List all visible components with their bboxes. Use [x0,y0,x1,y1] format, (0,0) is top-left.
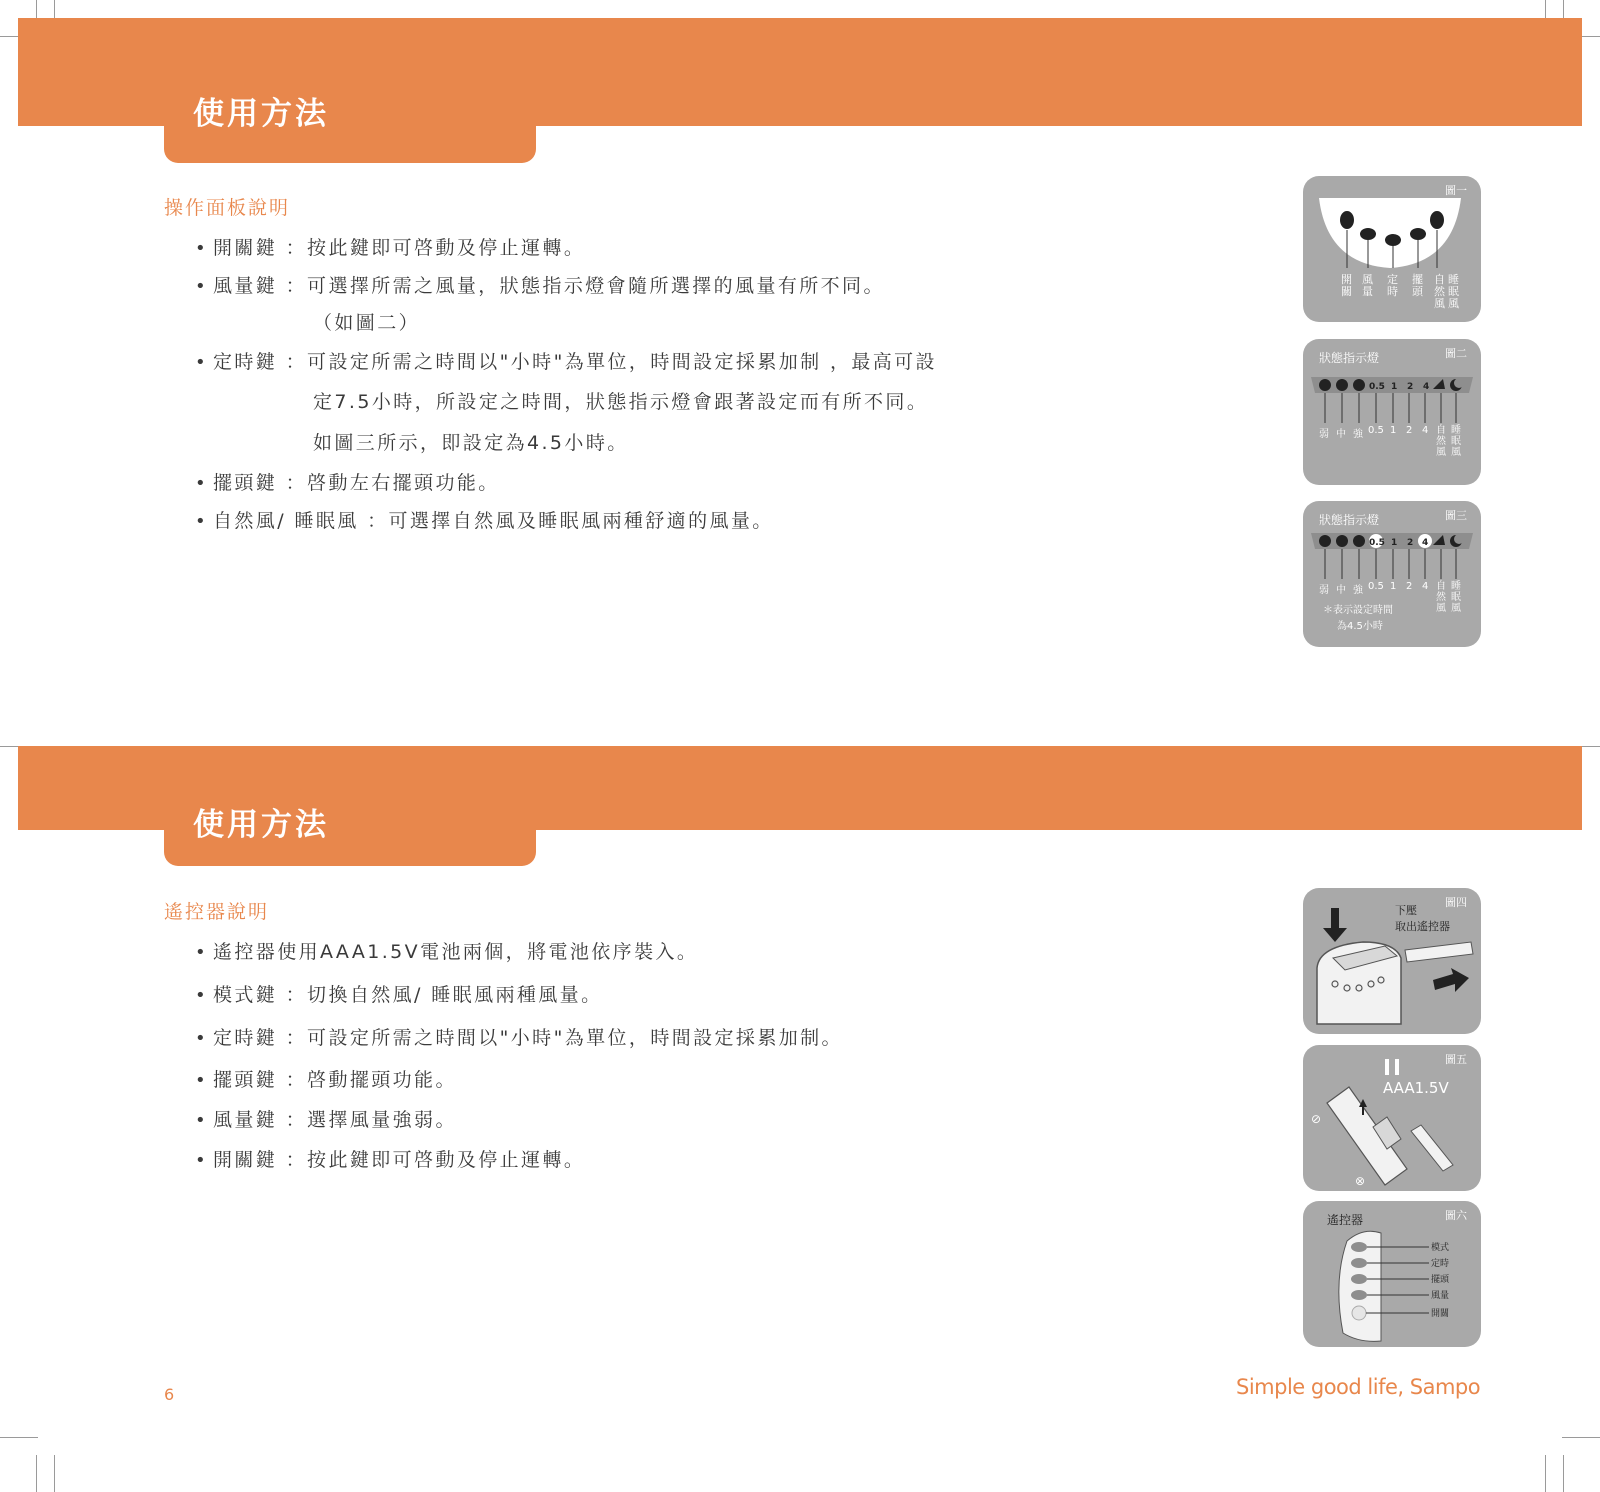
figure-header: 遙控器 [1327,1213,1364,1227]
indicator-label-sleep: 睡眠風 [1451,581,1461,614]
indicator-label-mid: 中 [1336,429,1346,440]
button-label-swing: 擺頭 [1431,1275,1450,1285]
figure-label: 圖六 [1445,1209,1467,1222]
page-number: 6 [164,1385,175,1404]
indicator-label-2: 2 [1406,581,1413,592]
indicator-label-2: 2 [1406,425,1413,436]
indicator-label-natural: 自然風 [1436,581,1446,614]
caption-timer: 定時 [1387,273,1398,298]
figure-note: ＊表示設定時間 [1323,605,1393,616]
svg-text:⊗: ⊗ [1355,1174,1366,1188]
figure-2-panel [1303,339,1481,485]
indicator-label-low: 弱 [1319,585,1329,596]
svg-text:4: 4 [1422,538,1429,548]
crop-mark [1545,1455,1546,1492]
list-item: • 定時鍵 ：可設定所需之時間以"小時"為單位，時間設定採累加制。 [195,1027,843,1049]
indicator-label-high: 強 [1353,585,1363,596]
figure-3-panel [1303,501,1481,647]
list-item: • 開關鍵 ：按此鍵即可啓動及停止運轉。 [195,1149,586,1171]
brand-tagline: Simple good life, Sampo [1236,1375,1481,1399]
figure-6-panel [1303,1201,1481,1347]
indicator-label-mid: 中 [1336,585,1346,596]
indicator-label-4: 4 [1422,581,1429,592]
list-item: • 遙控器使用AAA1.5V電池兩個，將電池依序裝入。 [195,941,699,963]
button-label-speed: 風量 [1431,1291,1450,1301]
crop-mark [1562,1437,1600,1438]
crop-mark [0,1437,38,1438]
indicator-label-1: 1 [1390,581,1397,592]
figure-caption: 取出遙控器 [1395,920,1450,933]
subheading-control-panel: 操作面板說明 [164,197,291,219]
figure-label: 圖四 [1445,896,1467,909]
figure-note: 為4.5小時 [1337,621,1383,632]
figure-4-panel [1303,888,1481,1034]
subheading-remote-control: 遙控器說明 [164,901,270,923]
figure-header: 狀態指示燈 [1319,513,1380,527]
list-item: • 擺頭鍵 ：啓動擺頭功能。 [195,1069,457,1091]
svg-text:4: 4 [1423,382,1430,392]
caption-sleep-wind: 睡眠風 [1448,273,1459,310]
indicator-label-natural: 自然風 [1436,425,1446,458]
crop-mark [1563,1455,1564,1492]
indicator-label-sleep: 睡眠風 [1451,425,1461,458]
svg-text:1: 1 [1391,382,1398,392]
figure-header: 狀態指示燈 [1319,351,1380,365]
list-item-continuation: （如圖二） [313,312,421,334]
svg-text:⊘: ⊘ [1311,1112,1322,1126]
list-item: • 自然風/ 睡眠風 ：可選擇自然風及睡眠風兩種舒適的風量。 [195,510,774,532]
figure-caption: 下壓 [1395,904,1417,917]
svg-text:0.5: 0.5 [1369,382,1385,392]
indicator-label-1: 1 [1390,425,1397,436]
figure-label: 圖一 [1445,184,1467,197]
indicator-label-0-5: 0.5 [1368,425,1384,436]
button-label-mode: 模式 [1431,1243,1450,1253]
caption-speed: 風量 [1362,273,1373,298]
indicator-label-high: 強 [1353,429,1363,440]
crop-mark [54,1455,55,1492]
figure-label: 圖二 [1445,347,1467,360]
list-item: • 定時鍵 ：可設定所需之時間以"小時"為單位，時間設定採累加制 ，最高可設 [195,351,937,373]
caption-swing: 擺頭 [1412,273,1423,298]
list-item: • 模式鍵 ：切換自然風/ 睡眠風兩種風量。 [195,984,603,1006]
list-item: • 擺頭鍵 ：啓動左右擺頭功能。 [195,472,500,494]
svg-text:1: 1 [1391,538,1398,548]
figure-5-panel [1303,1045,1481,1191]
list-item: • 風量鍵 ：可選擇所需之風量，狀態指示燈會隨所選擇的風量有所不同。 [195,275,885,297]
figure-label: 圖五 [1445,1053,1467,1066]
list-item-continuation: 定7.5小時，所設定之時間，狀態指示燈會跟著設定而有所不同。 [313,391,929,413]
section-title: 使用方法 [193,96,329,132]
button-label-power: 開關 [1431,1309,1450,1319]
section-title: 使用方法 [193,807,329,843]
indicator-label-4: 4 [1422,425,1429,436]
figure-label: 圖三 [1445,509,1467,522]
figure-1-panel [1303,176,1481,322]
caption-power: 開關 [1341,273,1352,298]
caption-natural-wind: 自然風 [1434,273,1445,310]
button-label-timer: 定時 [1431,1259,1450,1269]
indicator-label-0-5: 0.5 [1368,581,1384,592]
indicator-label-low: 弱 [1319,429,1329,440]
svg-text:2: 2 [1407,382,1414,392]
list-item: • 風量鍵 ：選擇風量強弱。 [195,1109,457,1131]
list-item-continuation: 如圖三所示，即設定為4.5小時。 [313,432,629,454]
svg-text:2: 2 [1407,538,1414,548]
crop-mark [36,1455,37,1492]
list-item: • 開關鍵 ：按此鍵即可啓動及停止運轉。 [195,237,586,259]
svg-text:0.5: 0.5 [1369,538,1385,548]
battery-type-label: AAA1.5V [1383,1079,1449,1097]
